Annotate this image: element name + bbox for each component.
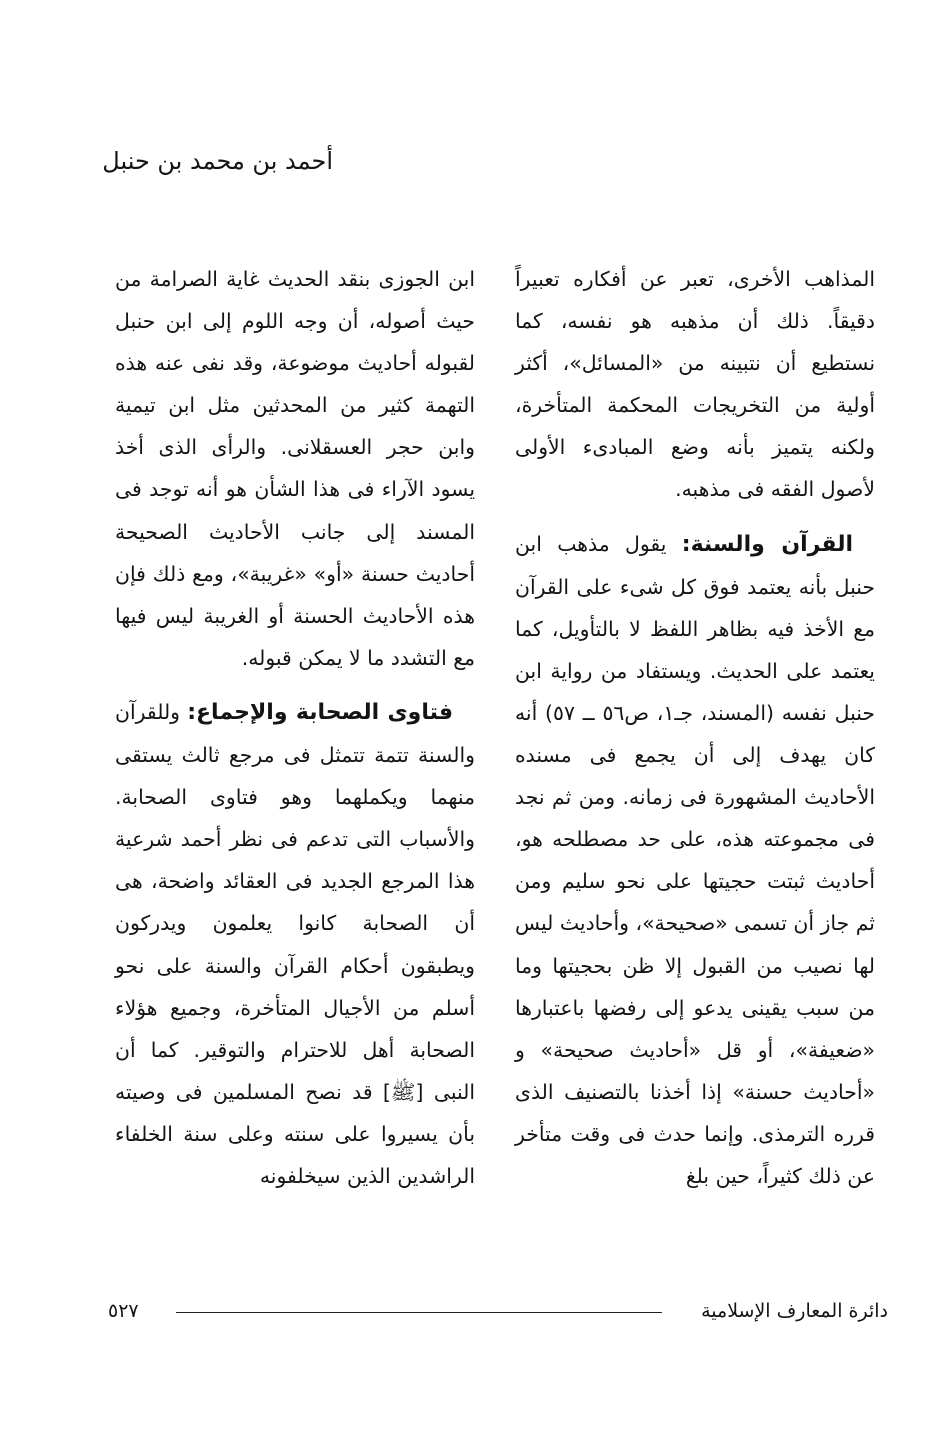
footer-title: دائرة المعارف الإسلامية — [701, 1300, 888, 1322]
page-number: ٥٢٧ — [108, 1300, 139, 1322]
paragraph — [515, 523, 875, 1198]
page-footer — [108, 1294, 888, 1328]
section-heading: فتاوى الصحابة والإجماع: — [187, 699, 453, 725]
paragraph — [115, 258, 475, 679]
paragraph — [115, 691, 475, 1197]
paragraph-text: المذاهب الأخرى، تعبر عن أفكاره تعبيراً دقيقاً. ذلك أن مذهبه هو نفسه، كما نستطيع أن نتبينه من «المسائل»، أكثر أولية من التخريجات المحكمة المتأخرة، ولكنه يتميز بأنه وضع المبادىء الأولى لأصول الفقه فى مذهبه. — [515, 267, 875, 502]
paragraph — [515, 258, 875, 511]
running-header-title: أحمد بن محمد بن حنبل — [102, 147, 333, 175]
left-column — [115, 258, 475, 1197]
paragraph-text: ابن الجوزى بنقد الحديث غاية الصرامة من حيث أصوله، أن وجه اللوم إلى ابن حنبل لقبوله أحاديث موضوعة، وقد نفى عنه هذه التهمة كثير من المحدثين مثل ابن تيمية وابن حجر العسقلانى. والرأى الذى أخذ يسود الآراء فى هذا الشأن هو أنه توجد فى المسند إلى جانب الأحاديث الصحيحة أحاديث حسنة «أو» «غريبة»، ومع ذلك فإن هذه الأحاديث الحسنة أو الغريبة ليس فيها مع التشدد ما لا يمكن قبوله. — [115, 267, 475, 670]
section-heading: القرآن والسنة: — [681, 531, 853, 557]
paragraph-text: يقول مذهب ابن حنبل بأنه يعتمد فوق كل شىء على القرآن مع الأخذ فيه بظاهر اللفظ لا بالتأويل، كما يعتمد على الحديث. ويستفاد من رواية ابن حنبل نفسه (المسند، جـ١، ص٥٦ ــ ٥٧) أنه كان يهدف إلى أن يجمع فى مسنده الأحاديث المشهورة فى زمانه. ومن ثم نجد فى مجموعته هذه، على حد مصطلحه هو، أحاديث ثبتت حجيتها على نحو سليم ومن ثم جاز أن تسمى «صحيحة»، وأحاديث ليس لها نصيب من القبول إلا ظن بحجيتها وما من سبب يقينى يدعو إلى رفضها باعتبارها «ضعيفة»، أو قل «أحاديث صحيحة» و «أحاديث حسنة» إذا أخذنا بالتصنيف الذى قرره الترمذى. وإنما حدث فى وقت متأخر عن ذلك كثيراً، حين بلغ — [515, 531, 875, 1188]
right-column — [515, 258, 875, 1197]
footer-rule — [176, 1312, 662, 1313]
paragraph-text: وللقرآن والسنة تتمة تتمثل فى مرجع ثالث يستقى منهما ويكملهما وهو فتاوى الصحابة. والأسباب التى تدعم فى نظر أحمد شرعية هذا المرجع الجديد فى العقائد واضحة، هى أن الصحابة كانوا يعلمون ويدركون ويطبقون أحكام القرآن والسنة على نحو أسلم من الأجيال المتأخرة، وجميع هؤلاء الصحابة أهل للاحترام والتوقير. كما أن النبى [ﷺ] قد نصح المسلمين فى وصيته بأن يسيروا على سنته وعلى سنة الخلفاء الراشدين الذين سيخلفونه — [115, 699, 475, 1188]
